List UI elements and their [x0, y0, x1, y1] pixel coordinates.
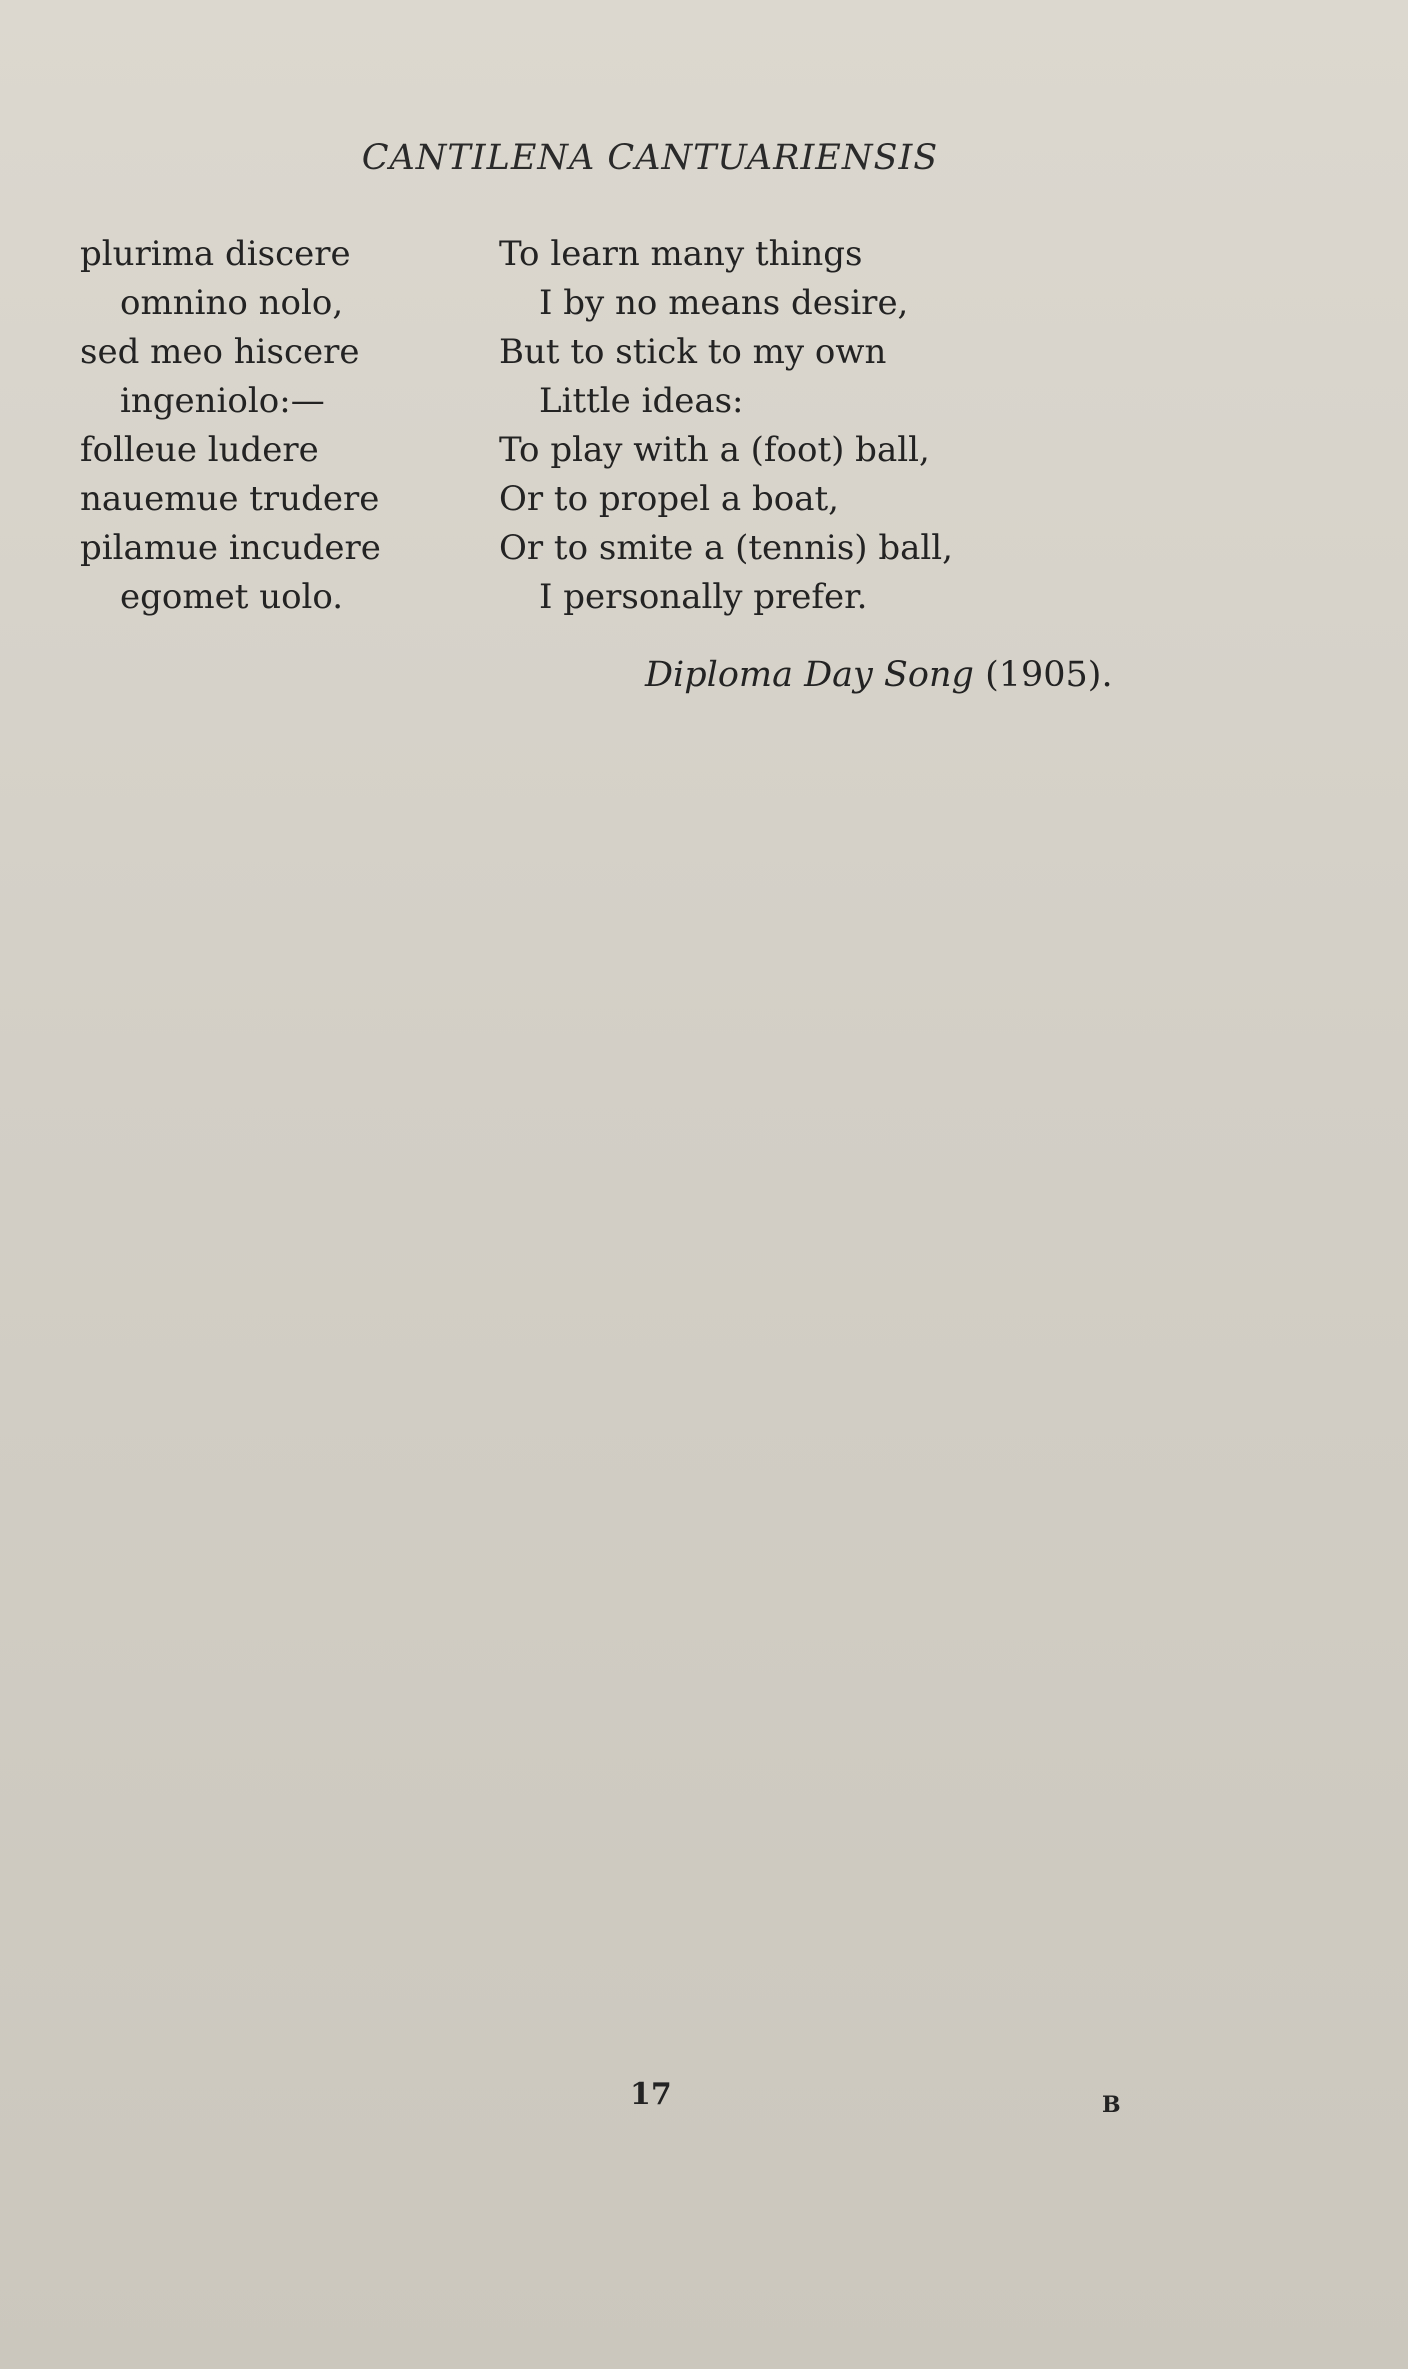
- english-verse-line: Or to propel a boat,: [499, 479, 839, 519]
- english-translation-column: [499, 230, 1059, 622]
- english-verse-line: I by no means desire,: [539, 283, 909, 323]
- english-verse-line: I personally prefer.: [539, 577, 868, 617]
- english-verse-line: Or to smite a (tennis) ball,: [499, 528, 953, 568]
- english-verse-line: Little ideas:: [539, 381, 744, 421]
- latin-verse-column: [80, 230, 440, 622]
- english-verse-line: To play with a (foot) ball,: [499, 430, 930, 470]
- page-number: 17: [630, 2077, 672, 2112]
- latin-verse-line: sed meo hiscere: [80, 332, 360, 372]
- latin-verse-line: ingeniolo:—: [120, 381, 325, 421]
- attribution-title: Diploma Day Song: [645, 655, 974, 695]
- latin-verse-line: nauemue trudere: [80, 479, 380, 519]
- latin-verse-line: folleue ludere: [80, 430, 319, 470]
- latin-verse-line: egomet uolo.: [120, 577, 344, 617]
- english-verse-line: To learn many things: [499, 234, 863, 274]
- attribution: [645, 655, 1113, 695]
- running-head: CANTILENA CANTUARIENSIS: [361, 138, 939, 178]
- latin-verse-line: plurima discere: [80, 234, 351, 274]
- english-verse-line: But to stick to my own: [499, 332, 887, 372]
- latin-verse-line: omnino nolo,: [120, 283, 344, 323]
- latin-verse-line: pilamue incudere: [80, 528, 381, 568]
- signature-mark: B: [1102, 2092, 1121, 2118]
- attribution-year: (1905).: [973, 655, 1113, 695]
